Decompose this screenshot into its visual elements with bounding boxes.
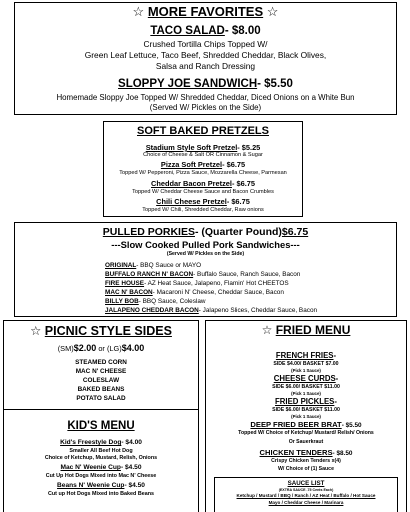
fried-item-desc: W/ Choice of (1) Sauce [278, 466, 334, 472]
porkie-item-name: BILLY BOB [105, 298, 139, 305]
fried-item-name: DEEP FRIED BEER BRAT [250, 420, 342, 429]
star-icon: ☆ [30, 324, 42, 338]
sauce-list-line: Ketchup / Mustard / BBQ / Ranch / AZ Heat / Buffalo / Hot Sauce [236, 493, 376, 498]
fried-menu-title: FRIED MENU [275, 323, 351, 337]
pretzel-item-desc: Topped W/ Cheddar Cheese Sauce and Bacon Crumbles [132, 189, 274, 195]
porkie-item [105, 271, 300, 278]
picnic-sides-title: PICNIC STYLE SIDES [44, 324, 172, 338]
fried-menu-heading [206, 323, 406, 337]
kids-item-desc: Cut Up Hot Dogs Mixed into Mac N' Cheese [45, 473, 157, 479]
fried-item-desc: Or Sauerkraut [288, 439, 324, 445]
pulled-porkies-heading [15, 226, 396, 238]
fried-item-name: FRENCH FRIES [275, 351, 334, 360]
taco-salad-name: TACO SALAD [150, 25, 225, 37]
porkie-item [105, 289, 284, 296]
star-icon: ☆ [132, 4, 145, 19]
sauce-list-title: SAUCE LIST [287, 480, 325, 487]
picnic-sm-label: (SM) [57, 344, 74, 353]
more-favorites-section [14, 2, 397, 115]
taco-salad-desc-2: Green Leaf Lettuce, Taco Beef, Shredded Cheddar, Black Olives, [84, 50, 327, 60]
porkie-item-desc: - BBQ Sauce, Coleslaw [138, 298, 206, 305]
pretzel-item-price: - $5.25 [237, 143, 261, 152]
porkie-item-desc: - Jalapeno Slices, Cheddar Sauce, Bacon [198, 307, 318, 314]
porkie-item [105, 262, 201, 269]
picnic-and-kids-section [3, 320, 199, 512]
pretzel-item-name: Stadium Style Soft Pretzel [145, 143, 238, 152]
porkie-item-desc: - BBQ Sauce or MAYO [136, 262, 202, 269]
porkie-item [105, 298, 206, 305]
fried-item-desc: SIDE $4.00/ BASKET $7.00 [273, 361, 339, 367]
fried-item-desc: Topped W/ Choice of Ketchup/ Mustard/ Relish/ Onions [238, 430, 374, 436]
pulled-porkies-title: PULLED PORKIES [102, 226, 195, 238]
fried-item-price: - [335, 374, 339, 383]
sloppy-joe-desc-1: Homemade Sloppy Joe Topped W/ Shredded Cheddar, Diced Onions on a White Bun [56, 93, 355, 102]
taco-salad-price: - $8.00 [224, 25, 261, 37]
picnic-lg-label: or (LG) [96, 344, 122, 353]
pulled-porkies-price: $6.75 [281, 226, 309, 238]
pretzel-item-name: Pizza Soft Pretzel [160, 160, 223, 169]
fried-item-title [206, 397, 406, 406]
kids-item-name: Kid's Freestyle Dog [60, 439, 122, 446]
porkie-item-desc: - AZ Heat Sauce, Jalapeno, Flamin' Hot CHEETOS [144, 280, 289, 287]
porkie-item-name: FIRE HOUSE [105, 280, 145, 287]
picnic-side-item: BAKED BEANS [77, 386, 125, 393]
fried-item-name: CHEESE CURDS [273, 374, 336, 383]
fried-item-price: - [333, 351, 337, 360]
kids-menu-heading: KID'S MENU [67, 420, 135, 432]
kids-item-desc: Cut up Hot Dogs Mixed into Baked Beans [47, 491, 155, 497]
pretzel-item-title [104, 179, 302, 188]
kids-item-price: - $4.50 [124, 482, 145, 489]
kids-item-title [4, 464, 198, 471]
more-favorites-heading [15, 4, 396, 20]
pretzel-item-price: - $6.75 [231, 179, 255, 188]
taco-salad-desc-3: Salsa and Ranch Dressing [155, 61, 256, 71]
kids-item-name: Beans N' Weenie Cup [57, 482, 125, 489]
pretzel-item-title [104, 160, 302, 169]
pretzels-heading: SOFT BAKED PRETZELS [136, 125, 269, 137]
kids-item-name: Mac N' Weenie Cup [60, 464, 121, 471]
fried-item-price: - [334, 397, 337, 406]
fried-menu-section [205, 320, 407, 512]
kids-item-title [4, 439, 198, 446]
picnic-lg-price: $4.00 [121, 343, 145, 353]
pretzel-item-price: - $6.75 [222, 160, 246, 169]
pulled-porkies-title-rest: - (Quarter Pound) [194, 226, 282, 238]
pretzel-item-name: Chili Cheese Pretzel [156, 197, 227, 206]
kids-item-desc: Smaller All Beef Hot Dog [69, 448, 133, 454]
fried-item-desc: (Pick 1 Sauce) [291, 368, 321, 373]
pretzel-item-desc: Topped W/ Chili, Shredded Cheddar, Raw onions [142, 207, 264, 213]
sauce-list-note: (EXTRA SAUCE .75 Cents Each) [278, 488, 334, 492]
pretzels-section [103, 121, 303, 217]
picnic-side-item: POTATO SALAD [76, 395, 126, 402]
fried-item-title [206, 374, 406, 383]
star-icon: ☆ [266, 4, 279, 19]
porkie-item-name: BUFFALO RANCH N' BACON [105, 271, 194, 278]
pretzel-item-title [104, 143, 302, 152]
pulled-porkies-note: (Served W/ Pickles on the Side) [166, 251, 245, 257]
fried-item-desc: (Pick 1 Sauce) [291, 414, 321, 419]
fried-item-title [206, 448, 406, 457]
fried-item-name: CHICKEN TENDERS [259, 448, 333, 457]
more-favorites-title: MORE FAVORITES [147, 4, 264, 19]
picnic-sides-heading [4, 323, 198, 338]
kids-item-price: - $4.50 [120, 464, 142, 471]
kids-divider [4, 409, 198, 410]
sloppy-joe-desc-2: (Served W/ Pickles on the Side) [149, 103, 262, 112]
sauce-list-box [214, 477, 398, 512]
star-icon: ☆ [261, 323, 273, 337]
pretzel-item-desc: Choice of Cheese & Salt OR Cinnamon & Sugar [143, 152, 263, 158]
pretzel-item-title [104, 197, 302, 206]
picnic-sides-prices [4, 343, 198, 353]
picnic-side-item: MAC N' CHEESE [75, 368, 127, 375]
fried-item-desc: (Pick 1 Sauce) [291, 391, 321, 396]
taco-salad-desc-1: Crushed Tortilla Chips Topped W/ [143, 39, 268, 49]
sloppy-joe-name: SLOPPY JOE SANDWICH [118, 78, 258, 90]
kids-item-desc: Choice of Ketchup, Mustard, Relish, Onions [44, 455, 158, 461]
sauce-list-line: Mayo / Cheddar Cheese / Marinara [268, 500, 344, 505]
picnic-side-item: STEAMED CORN [75, 359, 127, 366]
porkie-item-name: ORIGINAL [105, 262, 137, 269]
fried-item-title [206, 351, 406, 360]
fried-item-desc: SIDE $6.00/ BASKET $11.00 [272, 384, 340, 390]
kids-item-price: - $4.00 [121, 439, 142, 446]
fried-item-price: - $5.50 [341, 422, 362, 429]
picnic-sm-price: $2.00 [73, 343, 97, 353]
fried-item-desc: Crispy Chicken Tenders x(4) [271, 458, 341, 464]
pulled-porkies-subtitle: ---Slow Cooked Pulled Pork Sandwiches--- [111, 239, 300, 250]
pretzel-item-name: Cheddar Bacon Pretzel [151, 179, 232, 188]
porkie-item-name: MAC N' BACON [105, 289, 153, 296]
fried-item-title [206, 420, 406, 429]
porkie-item [105, 280, 289, 287]
porkie-item [105, 307, 317, 314]
porkie-item-desc: - Macaroni N' Cheese, Cheddar Sauce, Bacon [152, 289, 284, 296]
fried-item-desc: SIDE $6.00/ BASKET $11.00 [272, 407, 340, 413]
fried-item-price: - $8.50 [332, 450, 353, 457]
taco-salad-title [15, 25, 396, 37]
kids-item-title [4, 482, 198, 489]
pretzel-item-desc: Topped W/ Pepperoni, Pizza Sauce, Mozzarella Cheese, Parmesan [119, 170, 287, 176]
porkie-item-desc: - Buffalo Sauce, Ranch Sauce, Bacon [193, 271, 301, 278]
fried-item-name: FRIED PICKLES [275, 397, 335, 406]
pretzel-item-price: - $6.75 [226, 197, 250, 206]
picnic-side-item: COLESLAW [82, 377, 120, 384]
sloppy-joe-title [15, 78, 396, 90]
porkie-item-name: JALAPENO CHEDDAR BACON [105, 307, 199, 314]
sloppy-joe-price: - $5.50 [257, 78, 293, 90]
pulled-porkies-section [14, 222, 397, 317]
